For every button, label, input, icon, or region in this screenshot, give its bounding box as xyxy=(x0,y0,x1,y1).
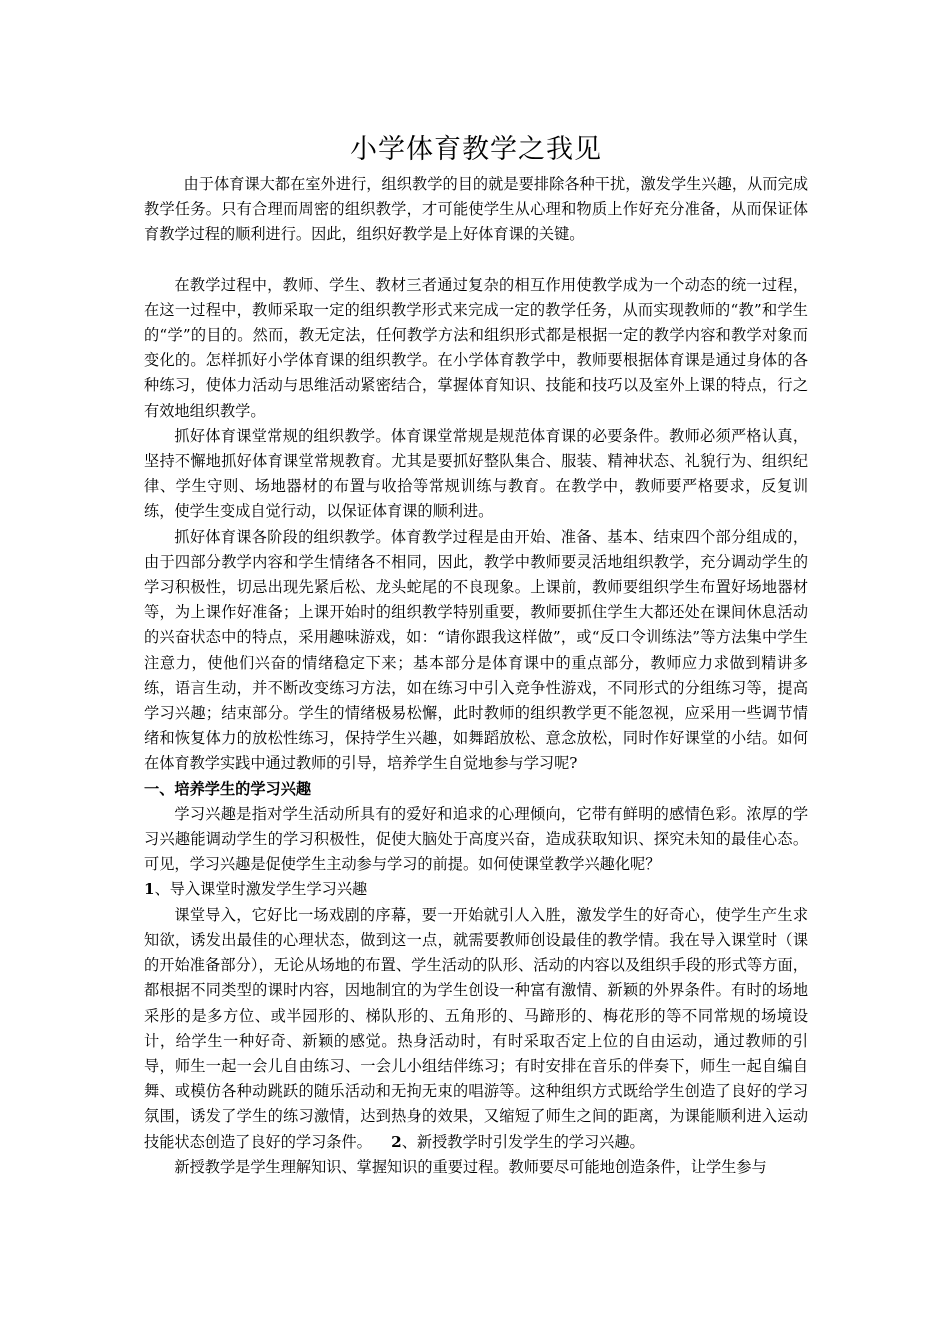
subsection-1-paragraph xyxy=(144,903,808,1155)
subsection-title-1: 、导入课堂时激发学生学习兴趣 xyxy=(154,880,368,899)
subsection-number-1: 1 xyxy=(144,880,155,899)
body-paragraph-1: 在教学过程中，教师、学生、教材三者通过复杂的相互作用使教学成为一个动态的统一过程，在这一过程中，教师采取一定的组织教学形式来完成一定的教学任务，从而实现教师的“教”和学生的“学”的目的。然而，教无定法，任何教学方法和组织形式都是根据一定的教学内容和教学对象而变化的。怎样抓好小学体育课的组织教学。在小学体育教学中，教师要根据体育课是通过身体的各种练习，使体力活动与思维活动紧密结合，掌握体育知识、技能和技巧以及室外上课的特点，行之有效地组织教学。 xyxy=(144,275,808,420)
document-page xyxy=(144,128,808,1180)
document-title: 小学体育教学之我见 xyxy=(350,134,602,165)
subsection-1-body: 课堂导入，它好比一场戏剧的序幕，要一开始就引人入胜，激发学生的好奇心，使学生产生求知欲，诱发出最佳的心理状态，做到这一点，就需要教师创设最佳的教学情。我在导入课堂时（课的开始准备部分），无论从场地的布置、学生活动的队形、活动的内容以及组织手段的形式等方面，都根据不同类型的课时内容，因地制宜的为学生创设一种富有激情、新颖的外界条件。有时的场地采彤的是多方位、或半园形的、梯队形的、五角形的、马蹄形的、梅花形的等不同常规的场境设计，给学生一种好奇、新颖的感觉。热身活动时，有时采取否定上位的自由运动，通过教师的引导，师生一起一会儿自由练习、一会儿小组结伴练习；有时安排在音乐的伴奏下，师生一起自编自舞、或模仿各种动跳跃的随乐活动和无拘无束的唱游等。这种组织方式既给学生创造了良好的学习氛围，诱发了学生的练习激情，达到热身的效果，又缩短了师生之间的距离，为课能顺利进入运动技能状态创造了良好的学习条件。 xyxy=(144,905,808,1151)
intro-paragraph: 由于体育课大都在室外进行，组织教学的目的就是要排除各种干扰，激发学生兴趣，从而完成教学任务。只有合理而周密的组织教学，才可能使学生从心理和物质上作好充分准备，从而保证体育教学过程的顺利进行。因此，组织好教学是上好体育课的关键。 xyxy=(144,175,808,244)
subsection-title-2: 、新授教学时引发学生的学习兴趣。 xyxy=(401,1132,645,1151)
body-paragraph-2: 抓好体育课堂常规的组织教学。体育课堂常规是规范体育课的必要条件。教师必须严格认真，坚持不懈地抓好体育课堂常规教育。尤其是要抓好整队集合、服装、精神状态、礼貌行为、组织纪律、学生守则、场地器材的布置与收拾等常规训练与教育。在教学中，教师要严格要求，反复训练，使学生变成自觉行动，以保证体育课的顺利进。 xyxy=(144,426,808,521)
last-paragraph: 新授教学是学生理解知识、掌握知识的重要过程。教师要尽可能地创造条件，让学生参与 xyxy=(174,1157,767,1176)
subsection-number-2: 2 xyxy=(391,1132,402,1151)
body-paragraph-3: 抓好体育课各阶段的组织教学。体育教学过程是由开始、准备、基本、结束四个部分组成的，由于四部分教学内容和学生情绪各不相同，因此，教学中教师要灵活地组织教学，充分调动学生的学习积极性，切忌出现先紧后松、龙头蛇尾的不良现象。上课前，教师要组织学生布置好场地器材等，为上课作好准备；上课开始时的组织教学特别重要，教师要抓住学生大都还处在课间休息活动的兴奋状态中的特点，采用趣味游戏，如：“请你跟我这样做”，或“反口令训练法”等方法集中学生注意力，使他们兴奋的情绪稳定下来；基本部分是体育课中的重点部分，教师应力求做到精讲多练，语言生动，并不断改变练习方法，如在练习中引入竞争性游戏，不同形式的分组练习等，提高学习兴趣；结束部分。学生的情绪极易松懈，此时教师的组织教学更不能忽视，应采用一些调节情绪和恢复体力的放松性练习，保持学生兴趣，如舞蹈放松、意念放松，同时作好课堂的小结。如何在体育教学实践中通过教师的引导，培养学生自觉地参与学习呢? xyxy=(144,527,808,773)
paragraph-gap xyxy=(144,248,808,273)
section-1-paragraph: 学习兴趣是指对学生活动所具有的爱好和追求的心理倾向，它带有鲜明的感情色彩。浓厚的学习兴趣能调动学生的学习积极性，促使大脑处于高度兴奋，造成获取知识、探究未知的最佳心态。可见，学习兴趣是促使学生主动参与学习的前提。如何使课堂教学兴趣化呢？ xyxy=(144,804,808,874)
section-heading-1: 一、培养学生的学习兴趣 xyxy=(144,779,312,798)
inline-subsection-2 xyxy=(372,1133,645,1151)
subsection-heading-1 xyxy=(144,877,808,902)
